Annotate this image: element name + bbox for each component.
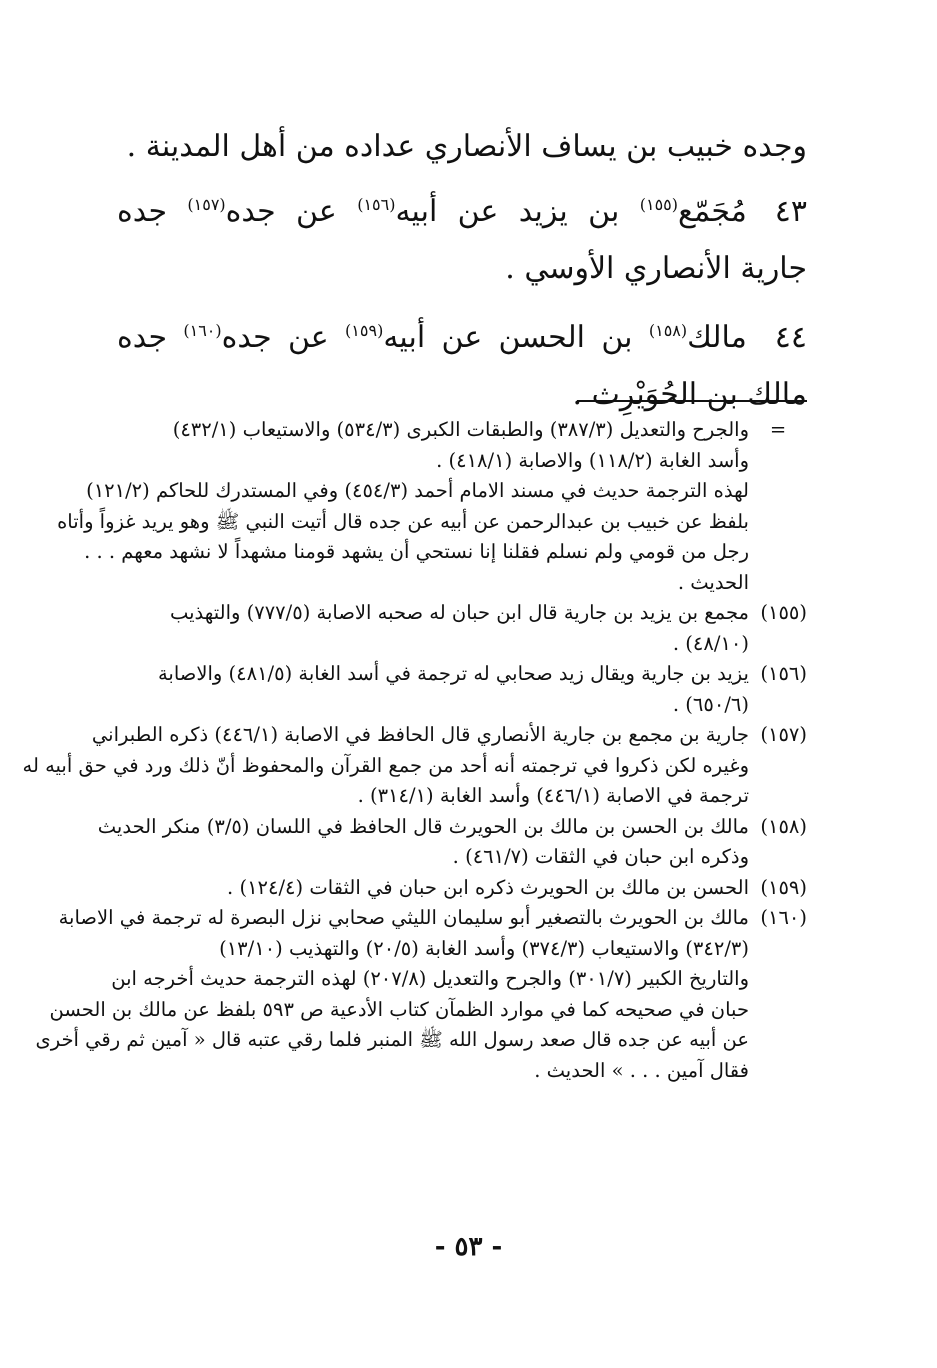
footnote-body — [35, 903, 749, 1086]
footnote-line: فقال آمين . . . » الحديث . — [534, 1058, 749, 1082]
footnote-ref: (١٥٦) — [357, 195, 396, 214]
footnote-line: (٤٨/١٠) . — [672, 631, 749, 655]
footnote-number: (١٥٦) — [760, 662, 807, 685]
footnote-line: والتاريخ الكبير (٣٠١/٧) والجرح والتعديل (٢٠٧/٨) لهذه الترجمة حديث أخرجه ابن — [111, 967, 749, 990]
footnote-separator — [577, 400, 807, 402]
footnote-number: (١٥٥) — [760, 601, 807, 624]
footnote-159 — [115, 873, 807, 904]
footnote-line: لهذه الترجمة حديث في مسند الامام أحمد (٤٥٤/٣) وفي المستدرك للحاكم (١٢١/٢) — [86, 479, 749, 502]
footnote-line: والجرح والتعديل (٣٨٧/٣) والطبقات الكبرى (٥٣٤/٣) والاستيعاب (٤٣٢/١) — [172, 418, 749, 441]
entry-number: ٤٣ — [774, 194, 807, 229]
footnote-number: (١٥٨) — [760, 814, 807, 838]
footnote-number: (١٥٧) — [760, 723, 807, 746]
footnote-line: الحسن بن مالك بن الحويرث ذكره ابن حبان في الثقات (١٢٤/٤) . — [227, 875, 749, 899]
paragraph-continuation: وجده خبيب بن يساف الأنصاري عداده من أهل المدينة . — [126, 129, 807, 164]
entry-text: بن الحسن عن أبيه — [383, 320, 649, 355]
footnote-156 — [115, 659, 807, 720]
entry-44 — [117, 309, 807, 423]
footnote-line: الحديث . — [677, 570, 749, 594]
footnote-ref: (١٥٧) — [187, 195, 226, 214]
footnote-line: جارية بن مجمع بن جارية الأنصاري قال الحافظ في الاصابة (٤٤٦/١) ذكره الطبراني — [91, 723, 749, 746]
footnote-body — [22, 720, 749, 812]
footnote-ref: (١٥٩) — [345, 321, 384, 340]
footnote-line: ترجمة في الاصابة (٤٤٦/١) وأسد الغابة (٣١٤/١) . — [357, 784, 749, 807]
main-text — [117, 118, 807, 435]
footnote-number: (١٥٩) — [760, 875, 807, 899]
footnotes — [22, 415, 807, 1086]
footnote-line: مالك بن الحسن بن مالك بن الحويرث قال الحافظ في اللسان (٣/٥) منكر الحديث — [97, 814, 749, 838]
entry-text: بن يزيد عن أبيه — [395, 194, 640, 229]
footnote-line: مجمع بن يزيد بن جارية قال ابن حبان له صحبه الاصابة (٧٧٧/٥) والتهذيب — [169, 601, 749, 624]
footnote-body — [115, 873, 749, 904]
footnote-ref: (١٦٠) — [183, 321, 222, 340]
footnote-line: وذكره ابن حبان في الثقات (٤٦١/٧) . — [452, 845, 749, 868]
entry-name: مالك — [687, 320, 747, 355]
footnote-body — [115, 598, 749, 659]
footnote-line: يزيد بن جارية ويقال زيد صحابي له ترجمة في أسد الغابة (٤٨١/٥) والاصابة — [157, 662, 749, 685]
footnote-157 — [22, 720, 807, 812]
footnote-ref: (١٥٥) — [639, 195, 679, 214]
entry-43 — [117, 183, 807, 297]
footnote-160 — [35, 903, 807, 1086]
footnote-line: وغيره لكن ذكروا في ترجمته أنه أحد من جمع القرآن والمحفوظ أنّ ذلك ورد في حق أبيه له — [22, 753, 749, 777]
footnote-line: بلفظ عن خبيب بن عبدالرحمن عن أبيه عن جده قال أتيت النبي ﷺ وهو يريد غزواً وأتاه — [57, 509, 749, 533]
continuation-mark: = — [769, 418, 787, 441]
footnote-line: عن أبيه عن جده قال صعد رسول الله ﷺ المنبر فلما رقي عتبه قال « آمين ثم رقي أخرى — [35, 1028, 749, 1051]
footnote-line: مالك بن الحويرث بالتصغير أبو سليمان الليثي صحابي نزل البصرة له ترجمة في الاصابة — [58, 906, 749, 929]
entry-text: عن جده — [221, 320, 346, 355]
entry-text: عن جده — [225, 194, 358, 229]
footnote-line: (٦٥٠/٦) . — [672, 692, 749, 716]
entry-text: جده جارية الأنصاري الأوسي . — [117, 194, 807, 286]
footnote-line: وأسد الغابة (١١٨/٢) والاصابة (٤١٨/١) . — [436, 448, 749, 472]
footnote-line: رجل من قومي ولم نسلم فقلنا إنا نستحي أن يشهد قومنا مشهداً لا نشهد معهم . . . — [84, 540, 749, 563]
entry-name: مُجَمّع — [678, 194, 747, 229]
footnote-number: (١٦٠) — [760, 906, 807, 929]
footnote-line: (٣٤٢/٣) والاستيعاب (٣٧٤/٣) وأسد الغابة (٢٠/٥) والتهذيب (١٣/١٠) — [219, 936, 749, 960]
page-number: - ٥٣ - — [434, 1232, 503, 1262]
entry-text: جده مالك بن الحُوَيْرِث . — [117, 320, 807, 412]
entry-number: ٤٤ — [774, 320, 807, 355]
footnote-body — [98, 812, 749, 873]
footnote-body — [57, 415, 749, 598]
footnote-ref: (١٥٨) — [648, 321, 688, 340]
footnote-continuation — [57, 415, 807, 598]
footnote-155 — [115, 598, 807, 659]
footnote-line: حبان في صحيحه كما في موارد الظمآن كتاب الأدعية ص ٥٩٣ بلفظ عن مالك بن الحسن — [49, 997, 749, 1021]
footnote-body — [115, 659, 749, 720]
footnote-158 — [97, 812, 807, 873]
